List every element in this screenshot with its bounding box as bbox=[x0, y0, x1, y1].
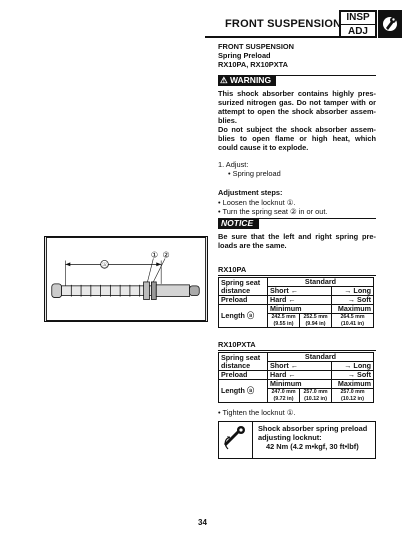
page-header-title: FRONT SUSPENSION bbox=[225, 18, 342, 30]
adjustment-steps-title: Adjustment steps: bbox=[218, 188, 283, 197]
section-title: FRONT SUSPENSION bbox=[218, 42, 294, 51]
standard-label: Standard bbox=[268, 278, 374, 287]
maximum-label: Maximum bbox=[332, 380, 374, 389]
hard-label: Hard ← bbox=[268, 371, 332, 380]
section-models: RX10PA, RX10PXTA bbox=[218, 60, 288, 69]
min-value-cell bbox=[268, 314, 300, 328]
illustration-label-2: ② bbox=[162, 250, 170, 260]
table-1-title: RX10PA bbox=[218, 265, 247, 274]
short-label: Short ← bbox=[268, 362, 332, 371]
hard-label: Hard ← bbox=[268, 296, 332, 305]
spring-seat-label: Spring seat distance bbox=[219, 353, 268, 371]
torque-spec-text bbox=[258, 424, 374, 451]
table-row bbox=[219, 305, 374, 314]
badge-adj-label: ADJ bbox=[347, 26, 368, 37]
warning-label: ⚠ WARNING bbox=[218, 75, 276, 86]
min-mm: 247.0 mm bbox=[271, 389, 296, 395]
adjustment-step-2: • Turn the spring seat ② in or out. bbox=[218, 207, 328, 216]
warning-paragraph-1: This shock absorber contains highly pres-surized nitrogen gas. Do not tamper with or attempt to open the shock absorber assem-blies. bbox=[218, 89, 376, 125]
procedure-steps bbox=[218, 160, 376, 178]
long-label: → Long bbox=[332, 362, 374, 371]
long-label: → Long bbox=[332, 287, 374, 296]
max-mm: 264.5 mm bbox=[340, 314, 365, 320]
page-number: 34 bbox=[198, 518, 207, 527]
std-mm: 257.0 mm bbox=[303, 389, 328, 395]
max-mm: 257.0 mm bbox=[340, 389, 365, 395]
torque-line-1: Shock absorber spring preload bbox=[258, 424, 368, 433]
spring-preload-table-rx10pa bbox=[218, 277, 374, 328]
minimum-label: Minimum bbox=[268, 380, 332, 389]
length-label: Length ⓐ bbox=[219, 305, 268, 328]
std-in: (9.94 in) bbox=[305, 320, 326, 327]
std-value-cell bbox=[300, 389, 332, 403]
illustration-label-a: ⓐ bbox=[101, 262, 108, 269]
minimum-label: Minimum bbox=[268, 305, 332, 314]
short-label: Short ← bbox=[268, 287, 332, 296]
illustration-label-1: ① bbox=[150, 250, 158, 260]
min-mm: 242.5 mm bbox=[271, 314, 296, 320]
std-value-cell bbox=[300, 314, 332, 328]
standard-label: Standard bbox=[268, 353, 374, 362]
preload-label: Preload bbox=[219, 296, 268, 305]
badge-divider bbox=[341, 24, 375, 25]
badge-insp-label: INSP bbox=[346, 12, 370, 23]
step-1: 1. Adjust: bbox=[218, 160, 249, 169]
std-in: (10.12 in) bbox=[304, 395, 328, 402]
preload-label: Preload bbox=[219, 371, 268, 380]
shock-absorber-illustration bbox=[44, 236, 208, 322]
std-mm: 252.5 mm bbox=[303, 314, 328, 320]
section-subtitle: Spring Preload bbox=[218, 51, 271, 60]
max-in: (10.41 in) bbox=[341, 320, 365, 327]
min-value-cell bbox=[268, 389, 300, 403]
max-value-cell bbox=[332, 389, 374, 403]
warning-paragraph-2: Do not subject the shock absorber assem-blies to open flame or high heat, which could cause it to explode. bbox=[218, 125, 376, 152]
min-in: (9.72 in) bbox=[273, 395, 294, 402]
spring-seat-label: Spring seat distance bbox=[219, 278, 268, 296]
soft-label: → Soft bbox=[332, 371, 374, 380]
wrench-icon bbox=[378, 10, 402, 38]
torque-wrench-icon bbox=[222, 425, 248, 451]
spring-preload-table-rx10pxta bbox=[218, 352, 374, 403]
length-label: Length ⓐ bbox=[219, 380, 268, 403]
header-rule bbox=[205, 36, 339, 38]
adjustment-step-1: • Loosen the locknut ①. bbox=[218, 198, 296, 207]
step-1-item: • Spring preload bbox=[228, 169, 281, 178]
torque-line-2: adjusting locknut: bbox=[258, 433, 322, 442]
maximum-label: Maximum bbox=[332, 305, 374, 314]
table-1-rule bbox=[218, 275, 376, 276]
tighten-step: • Tighten the locknut ①. bbox=[218, 408, 296, 417]
table-row bbox=[219, 380, 374, 389]
max-in: (10.12 in) bbox=[341, 395, 365, 402]
soft-label: → Soft bbox=[332, 296, 374, 305]
table-2-title: RX10PXTA bbox=[218, 340, 256, 349]
insp-adj-badge bbox=[339, 10, 377, 38]
torque-value: 42 Nm (4.2 m•kgf, 30 ft•lbf) bbox=[266, 442, 359, 451]
section-title-block bbox=[218, 42, 376, 69]
torque-box-divider bbox=[252, 421, 253, 459]
table-2-rule bbox=[218, 350, 376, 351]
adjustment-steps-list bbox=[218, 198, 376, 216]
notice-label: NOTICE bbox=[218, 218, 259, 229]
warning-text bbox=[218, 89, 376, 152]
min-in: (9.55 in) bbox=[273, 320, 294, 327]
notice-text: Be sure that the left and right spring pre-loads are the same. bbox=[218, 232, 376, 250]
max-value-cell bbox=[332, 314, 374, 328]
